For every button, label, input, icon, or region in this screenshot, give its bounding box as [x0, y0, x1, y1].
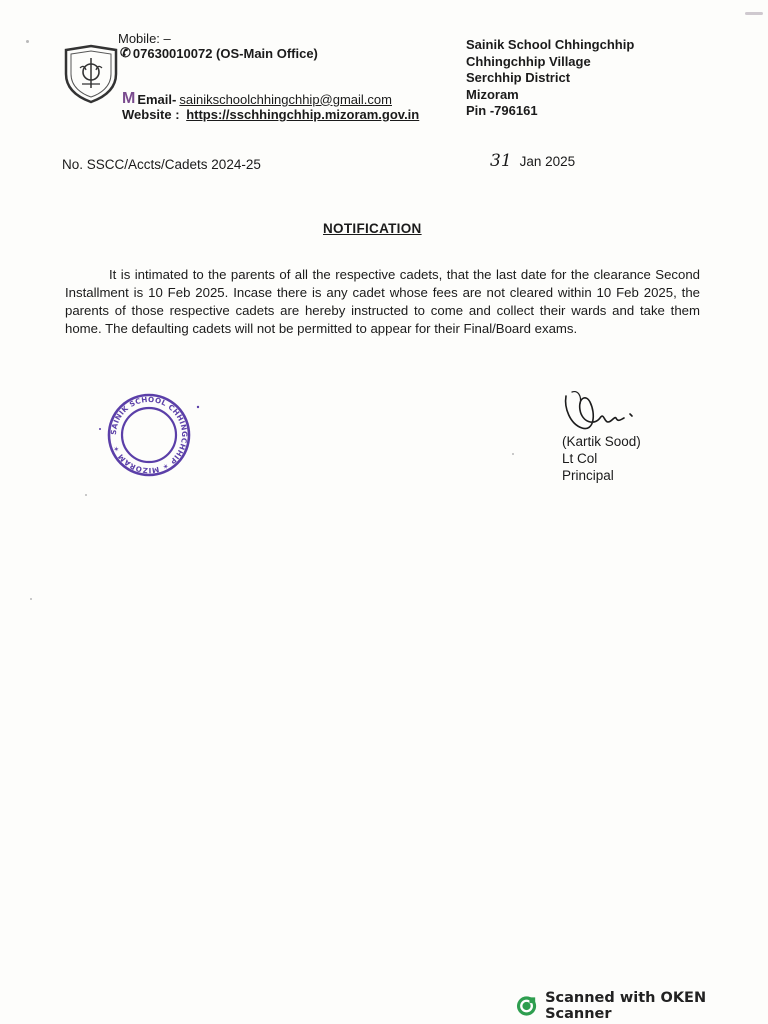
address-line: Sainik School Chhingchhip	[466, 37, 635, 52]
school-seal-stamp	[98, 393, 200, 477]
email-link[interactable]: sainikschoolchhingchhip@gmail.com	[179, 91, 392, 107]
address-line: Chhingchhip Village	[466, 53, 591, 69]
date-day-handwritten: 31	[490, 151, 512, 171]
oken-scanner-logo-icon	[516, 995, 537, 1017]
school-crest-icon	[62, 44, 120, 104]
reference-number: No. SSCC/Accts/Cadets 2024-25	[62, 157, 261, 172]
website-link[interactable]: https://sschhingchhip.mizoram.gov.in	[186, 107, 420, 122]
scanner-text: Scanned with OKEN Scanner	[545, 990, 707, 1022]
signatory-name: (Kartik Sood)	[562, 434, 641, 449]
email-label: Email-	[137, 91, 177, 107]
mail-icon: M	[122, 90, 136, 107]
date-month-year: Jan 2025	[519, 154, 576, 169]
scanner-watermark	[516, 990, 768, 1022]
signatory-designation: Principal	[562, 468, 614, 483]
address-line: Serchhip District	[466, 70, 571, 85]
notification-body: It is intimated to the parents of all the respective cadets, that the last date for the clearance Second Installment is 10 Feb 2025. Incase there is any cadet whose fees are not cleared within 10 Feb 2025, the parents of those respective cadets are hereby instructed to come and collect their wards and take them home. The defaulting cadets will not be permitted to appear for their Final/Board exams.	[65, 267, 700, 336]
email-line	[122, 90, 392, 108]
school-address	[466, 37, 634, 120]
address-line: Pin -796161	[466, 103, 538, 118]
notification-heading: NOTIFICATION	[323, 221, 422, 236]
principal-signature	[560, 388, 650, 440]
signatory-rank: Lt Col	[562, 451, 598, 466]
website-line	[122, 107, 419, 122]
website-label: Website :	[122, 107, 180, 122]
address-line: Mizoram	[466, 86, 519, 102]
phone-line	[120, 45, 318, 61]
phone-number: 07630010072 (OS-Main Office)	[132, 45, 318, 61]
letter-date	[490, 151, 575, 171]
mobile-label: Mobile: –	[118, 31, 171, 46]
phone-icon: ✆	[120, 45, 131, 60]
seal-text: SAINIK SCHOOL CHHINGCHHIP ✶ MIZORAM ✶	[108, 394, 190, 476]
